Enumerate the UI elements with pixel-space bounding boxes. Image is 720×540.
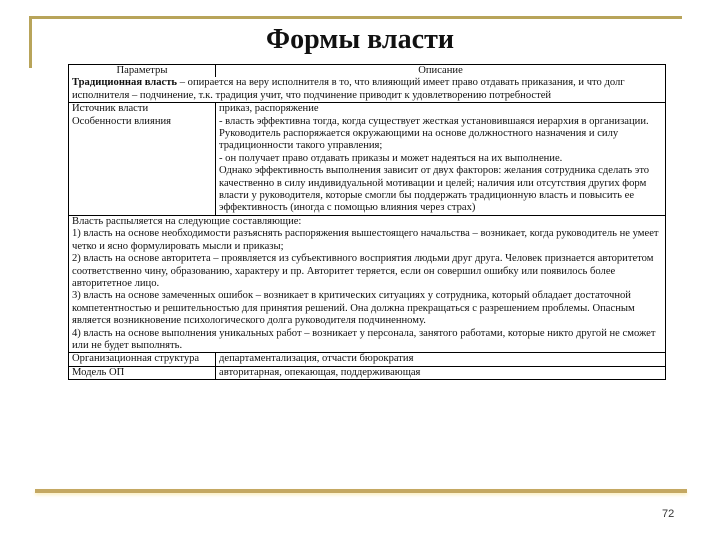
features-label: Особенности влияния bbox=[72, 115, 172, 127]
page-number: 72 bbox=[662, 508, 675, 520]
components-heading: Власть распыляется на следующие составляющие: bbox=[72, 215, 302, 227]
source-label: Источник власти bbox=[72, 103, 149, 115]
components-item: 4) власть на основе выполнения уникальных работ – возникает у персонала, занятого работами, которые никто другой не сможет или не будет выполнять. bbox=[72, 327, 656, 351]
header-parameters: Параметры bbox=[69, 65, 216, 78]
header-description: Описание bbox=[216, 65, 666, 78]
traditional-power-label: Традиционная власть bbox=[72, 77, 178, 89]
traditional-power-text: – опирается на веру исполнителя в то, что влияющий имеет право отдавать приказания, и что долг исполнителя – подчинение, т.к. традиция учит, что подчинение приводит к удовлетворению потребностей bbox=[72, 77, 625, 101]
top-decorative-line bbox=[30, 16, 682, 19]
model-label: Модель ОП bbox=[69, 366, 216, 379]
components-item: 2) власть на основе авторитета – проявляется из субъективного восприятия людьми друг друга. Человек признается авторитетом соответственно чину, образованию, характеру и пр. Авторитет теряется, если он совершил ошибку или появилось более авторитетное лицо. bbox=[72, 253, 654, 289]
slide-title: Формы власти bbox=[266, 24, 454, 55]
source-features-labels bbox=[69, 103, 216, 216]
features-line: - он получает право отдавать приказы и может надеяться на их выполнение. bbox=[219, 152, 563, 164]
components-row bbox=[69, 215, 666, 352]
features-line: Однако эффективность выполнения зависит от двух факторов: желания сотрудника сделать это качественно в силу индивидуальной мотивации и целей; наличия или отсутствия других форм власти у руководителя, которые смогли бы поддержать традиционную власть и повысить ее эффективность (иногда с помощью влияния через страх) bbox=[219, 165, 650, 214]
model-value: авторитарная, опекающая, поддерживающая bbox=[216, 366, 666, 379]
power-forms-table bbox=[68, 64, 666, 380]
source-value: приказ, распоряжение bbox=[219, 103, 319, 115]
features-line: - власть эффективна тогда, когда существует жесткая установившаяся иерархия в организации. Руководитель распоряжается окружающими на основе должностного назначения и силу традиционности такого управления; bbox=[219, 115, 649, 152]
org-structure-label: Организационная структура bbox=[69, 353, 216, 366]
source-features-values bbox=[216, 103, 666, 216]
components-item: 1) власть на основе необходимости разъяснять распоряжения вышестоящего начальства – возникает, когда руководитель не умеет четко и ясно формулировать мысли и приказы; bbox=[72, 228, 659, 252]
bottom-decorative-line bbox=[35, 489, 687, 493]
traditional-power-row bbox=[69, 77, 666, 102]
components-item: 3) власть на основе замеченных ошибок – возникает в критических ситуациях у сотрудника, который обладает достаточной компетентностью и решительностью для принятия решений. Она должна прекращаться с разрешением проблемы. Опасным является возникновение психологического долга руководителя подчиненному. bbox=[72, 290, 635, 327]
org-structure-value: департаментализация, отчасти бюрократия bbox=[216, 353, 666, 366]
